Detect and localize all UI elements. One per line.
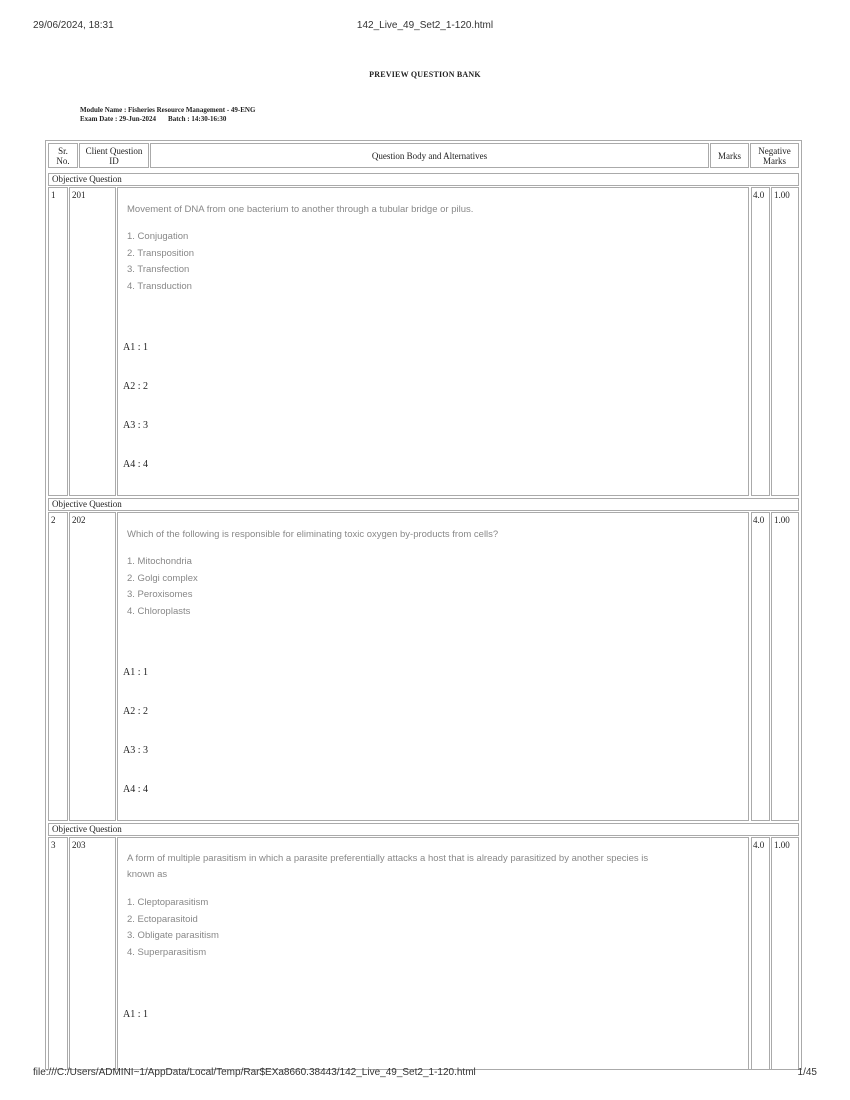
question-text-line-2: known as [127,869,168,880]
question-type-label: Objective Question [48,823,799,836]
question-type-label: Objective Question [48,498,799,511]
answer-2: A2 : 2 [123,706,148,717]
question-body-cell [117,837,749,1070]
header-negative-marks: Negative Marks [750,143,799,168]
option-2: 2. Transposition [127,247,195,259]
sr-cell: 3 [48,837,68,1070]
option-2: 2. Ectoparasitoid [127,913,198,925]
print-footer [33,1067,817,1081]
answer-3: A3 : 3 [123,745,148,756]
option-2: 2. Golgi complex [127,572,198,584]
option-list [127,554,198,620]
option-1: 1. Conjugation [127,231,189,242]
marks-cell: 4.0 [751,837,770,1070]
marks-cell: 4.0 [751,187,770,496]
question-type-label: Objective Question [48,173,799,186]
exam-meta [80,106,255,124]
negative-marks-cell: 1.00 [771,837,799,1070]
answer-3: A3 : 3 [123,420,148,431]
option-4: 4. Chloroplasts [127,605,191,617]
answer-1: A1 : 1 [123,1009,148,1020]
negative-marks-cell: 1.00 [771,512,799,821]
batch: Batch : 14:30-16:30 [168,115,227,123]
client-id-cell: 201 [69,187,116,496]
option-1: 1. Mitochondria [127,556,192,567]
question-body-cell [117,512,749,821]
answer-2: A2 : 2 [123,381,148,392]
print-filename: 142_Live_49_Set2_1-120.html [356,20,494,31]
page-title: PREVIEW QUESTION BANK [369,70,481,79]
client-id-cell: 202 [69,512,116,821]
option-4: 4. Superparasitism [127,946,207,958]
header-sr-no: Sr. No. [48,143,78,168]
answer-1: A1 : 1 [123,342,148,353]
print-datetime: 29/06/2024, 18:31 [33,20,114,31]
question-text: Which of the following is responsible for eliminating toxic oxygen by-products from cells? [127,529,499,540]
answer-4: A4 : 4 [123,784,148,795]
answer-1: A1 : 1 [123,667,148,678]
file-path: file:///C:/Users/ADMINI~1/AppData/Local/Temp/Rar$EXa8660.38443/142_Live_49_Set2_1-120.html [33,1067,476,1078]
option-list [127,895,219,961]
question-text-line-1: A form of multiple parasitism in which a parasite preferentially attacks a host that is already parasitized by another species is [127,853,649,864]
question-body-cell [117,187,749,496]
question-text: Movement of DNA from one bacterium to another through a tubular bridge or pilus. [127,204,474,215]
print-header [33,20,817,34]
sr-cell: 1 [48,187,68,496]
marks-cell: 4.0 [751,512,770,821]
question-text [127,851,648,883]
negative-marks-cell: 1.00 [771,187,799,496]
option-3: 3. Obligate parasitism [127,930,219,941]
answer-4: A4 : 4 [123,459,148,470]
header-marks: Marks [710,143,749,168]
sr-cell: 2 [48,512,68,821]
client-id-cell: 203 [69,837,116,1070]
header-client-question-id: Client Question ID [79,143,149,168]
option-1: 1. Cleptoparasitism [127,897,209,908]
exam-date: Exam Date : 29-Jun-2024 [80,115,157,123]
option-3: 3. Peroxisomes [127,589,193,600]
option-list [127,229,194,295]
option-3: 3. Transfection [127,264,190,275]
header-question-body: Question Body and Alternatives [150,143,709,168]
option-4: 4. Transduction [127,280,192,292]
page-number: 1/45 [797,1067,817,1078]
module-name: Module Name : Fisheries Resource Management - 49-ENG [80,106,256,114]
